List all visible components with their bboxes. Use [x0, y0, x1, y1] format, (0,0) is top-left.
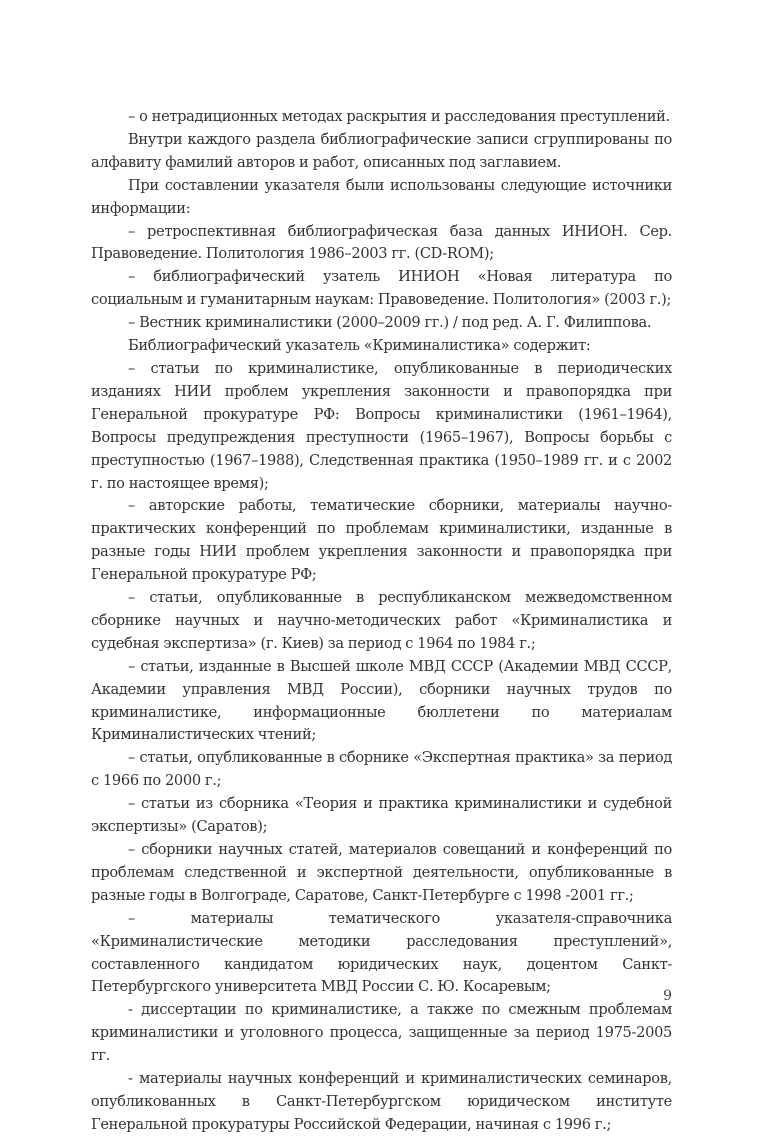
- body-text: [91, 106, 672, 1137]
- paragraph: – о нетрадиционных методах раскрытия и расследования преступлений.: [128, 108, 670, 125]
- paragraph: – статьи, опубликованные в сборнике «Экспертная практика» за период с 1966 по 2000 г.;: [91, 749, 672, 790]
- paragraph: - материалы научных конференций и криминалистических семинаров, опубликованных в Санкт-Петербургском юридическом институте Генеральной прокуратуры Российской Федерации, начиная с 1996 г.;: [91, 1070, 672, 1133]
- paragraph: – материалы тематического указателя-справочника «Криминалистические методики расследования преступлений», составленного кандидатом юридических наук, доцентом Санкт-Петербургского университета МВД России С. Ю. Косаревым;: [91, 909, 672, 996]
- paragraph: – статьи, изданные в Высшей школе МВД СССР (Академии МВД СССР, Академии управления МВД России), сборники научных трудов по криминалистике, информационные бюллетени по материалам Криминалистических чтений;: [91, 657, 672, 744]
- paragraph: Внутри каждого раздела библиографические записи сгруппированы по алфавиту фамилий авторов и работ, описанных под заглавием.: [91, 130, 672, 171]
- paragraph: – статьи по криминалистике, опубликованные в периодических изданиях НИИ проблем укрепления законности и правопорядка при Генеральной прокуратуре РФ: Вопросы криминалистики (1961–1964), Вопросы предупреждения преступности (1965–1967), Вопросы борьбы с преступностью (1967–1988), Следственная практика (1950–1989 гг. и с 2002 г. по настоящее время);: [91, 359, 672, 492]
- paragraph: – сборники научных статей, материалов совещаний и конференций по проблемам следственной и экспертной деятельности, опубликованные в разные годы в Волгограде, Саратове, Санкт-Петербурге с 1998 -2001 гг.;: [91, 841, 672, 904]
- paragraph: – авторские работы, тематические сборники, материалы научно-практических конференций по проблемам криминалистики, изданные в разные годы НИИ проблем укрепления законности и правопорядка при Генеральной прокуратуре РФ;: [91, 497, 672, 584]
- paragraph: – библиографический узатель ИНИОН «Новая литература по социальным и гуманитарным наукам: Правоведение. Политология» (2003 г.);: [91, 268, 672, 309]
- paragraph: При составлении указателя были использованы следующие источники информации:: [91, 176, 672, 217]
- paragraph: – статьи, опубликованные в республиканском межведомственном сборнике научных и научно-методических работ «Криминалистика и судебная экспертиза» (г. Киев) за период с 1964 по 1984 г.;: [91, 589, 672, 652]
- paragraph: – Вестник криминалистики (2000–2009 гг.) / под ред. А. Г. Филиппова.: [128, 314, 652, 332]
- paragraph: – статьи из сборника «Теория и практика криминалистики и судебной экспертизы» (Саратов);: [91, 795, 672, 836]
- paragraph: Библиографический указатель «Криминалистика» содержит:: [128, 337, 591, 355]
- paragraph: - диссертации по криминалистике, а также по смежным проблемам криминалистики и уголовного процесса, защищенные за период 1975-2005 гг.: [91, 1001, 672, 1065]
- page-number: 9: [663, 988, 672, 1004]
- paragraph: – ретроспективная библиографическая база данных ИНИОН. Сер. Правоведение. Политология 1986–2003 гг. (CD-ROM);: [91, 222, 672, 263]
